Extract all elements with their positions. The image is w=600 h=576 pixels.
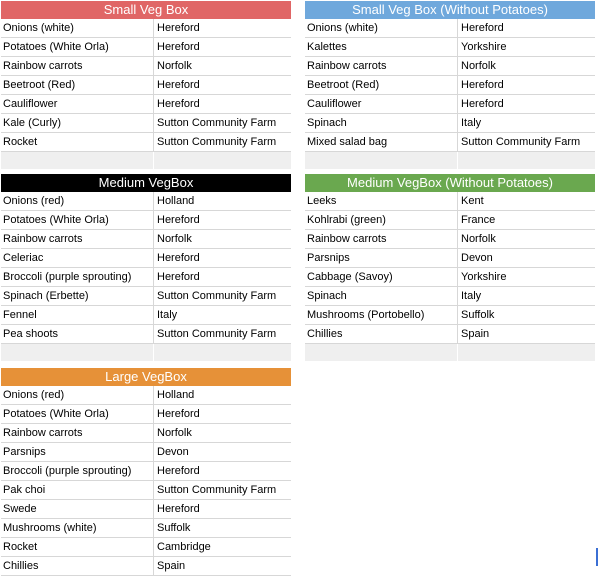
medium-vegbox-without-potatoes-rows	[305, 192, 595, 361]
table-row	[305, 306, 595, 325]
table-row	[305, 192, 595, 211]
table-row	[305, 57, 595, 76]
table-row	[305, 325, 595, 344]
vegetable-cell: Cauliflower	[1, 95, 154, 113]
table-row	[1, 95, 291, 114]
vegetable-cell: Potatoes (White Orla)	[1, 405, 154, 423]
origin-cell: Sutton Community Farm	[157, 117, 277, 129]
table-row	[305, 211, 595, 230]
vegetable-cell: Rainbow carrots	[305, 57, 458, 75]
origin-cell: Holland	[157, 389, 195, 401]
medium-vegbox-without-potatoes-table	[305, 174, 595, 361]
vegetable-cell: Parsnips	[305, 249, 458, 267]
vegetable-cell: Rainbow carrots	[1, 424, 154, 442]
vegetable-cell: Celeriac	[1, 249, 154, 267]
origin-cell: Hereford	[157, 79, 200, 91]
table-row	[1, 114, 291, 133]
table-row	[1, 249, 291, 268]
vegetable-cell: Onions (red)	[1, 386, 154, 404]
origin-cell: Devon	[461, 252, 493, 264]
table-row	[1, 192, 291, 211]
table-row	[1, 405, 291, 424]
empty-row	[1, 152, 291, 169]
origin-cell: Hereford	[157, 271, 200, 283]
vegetable-cell: Mushrooms (Portobello)	[305, 306, 458, 324]
empty-cell	[305, 344, 458, 361]
origin-cell: Hereford	[461, 22, 504, 34]
table-row	[305, 249, 595, 268]
vegetable-cell: Swede	[1, 500, 154, 518]
table-row	[1, 481, 291, 500]
origin-cell: Suffolk	[157, 522, 191, 534]
table-row	[1, 500, 291, 519]
vegetable-cell: Onions (white)	[1, 19, 154, 37]
vegetable-cell: Spinach (Erbette)	[1, 287, 154, 305]
small-veg-box-table	[1, 1, 291, 169]
origin-cell: Hereford	[157, 22, 200, 34]
table-row	[305, 287, 595, 306]
origin-cell: Hereford	[157, 41, 200, 53]
origin-cell: Holland	[157, 195, 195, 207]
vegetable-cell: Kale (Curly)	[1, 114, 154, 132]
table-row	[305, 19, 595, 38]
empty-cell	[305, 152, 458, 169]
table-row	[305, 268, 595, 287]
origin-cell: Kent	[461, 195, 484, 207]
origin-cell: Spain	[461, 328, 490, 340]
table-row	[1, 133, 291, 152]
table-row	[1, 306, 291, 325]
table-row	[1, 538, 291, 557]
table-row	[1, 230, 291, 249]
vegetable-cell: Kalettes	[305, 38, 458, 56]
table-row	[1, 38, 291, 57]
origin-cell: France	[461, 214, 496, 226]
origin-cell: Hereford	[157, 214, 200, 226]
vegetable-cell: Broccoli (purple sprouting)	[1, 462, 154, 480]
empty-row	[305, 152, 595, 169]
origin-cell: Hereford	[157, 252, 200, 264]
vegetable-cell: Kohlrabi (green)	[305, 211, 458, 229]
vegetable-cell: Spinach	[305, 287, 458, 305]
origin-cell: Norfolk	[157, 233, 192, 245]
origin-cell: Norfolk	[461, 233, 496, 245]
small-veg-box-without-potatoes-header: Small Veg Box (Without Potatoes)	[305, 1, 595, 19]
origin-cell: Norfolk	[157, 427, 192, 439]
medium-vegbox-table	[1, 174, 291, 361]
origin-cell: Hereford	[157, 98, 200, 110]
empty-cell	[1, 344, 154, 361]
empty-cell	[154, 344, 291, 361]
origin-cell: Devon	[157, 446, 189, 458]
origin-cell: Hereford	[157, 503, 200, 515]
vegetable-cell: Rocket	[1, 538, 154, 556]
vegetable-cell: Pea shoots	[1, 325, 154, 343]
empty-row	[305, 344, 595, 361]
small-veg-box-rows	[1, 19, 291, 169]
origin-cell: Italy	[461, 117, 482, 129]
vegetable-cell: Mushrooms (white)	[1, 519, 154, 537]
origin-cell: Norfolk	[461, 60, 496, 72]
origin-cell: Hereford	[157, 465, 200, 477]
empty-row	[1, 344, 291, 361]
table-row	[305, 133, 595, 152]
table-row	[1, 76, 291, 95]
vegetable-cell: Chillies	[1, 557, 154, 575]
table-row	[1, 519, 291, 538]
vegetable-cell: Potatoes (White Orla)	[1, 211, 154, 229]
origin-cell: Italy	[157, 309, 178, 321]
origin-cell: Yorkshire	[461, 271, 507, 283]
large-vegbox-rows	[1, 386, 291, 576]
scroll-marker	[596, 548, 598, 566]
origin-cell: Hereford	[157, 408, 200, 420]
origin-cell: Hereford	[461, 79, 504, 91]
table-row	[1, 57, 291, 76]
vegetable-cell: Mixed salad bag	[305, 133, 458, 151]
empty-cell	[458, 344, 595, 361]
vegetable-cell: Potatoes (White Orla)	[1, 38, 154, 56]
vegetable-cell: Beetroot (Red)	[1, 76, 154, 94]
origin-cell: Sutton Community Farm	[157, 484, 277, 496]
vegetable-cell: Onions (white)	[305, 19, 458, 37]
origin-cell: Italy	[461, 290, 482, 302]
vegetable-cell: Pak choi	[1, 481, 154, 499]
table-row	[1, 268, 291, 287]
vegetable-cell: Rainbow carrots	[1, 230, 154, 248]
origin-cell: Norfolk	[157, 60, 192, 72]
vegetable-cell: Cabbage (Savoy)	[305, 268, 458, 286]
origin-cell: Suffolk	[461, 309, 495, 321]
table-row	[1, 19, 291, 38]
table-row	[1, 287, 291, 306]
vegetable-cell: Rainbow carrots	[1, 57, 154, 75]
origin-cell: Spain	[157, 560, 186, 572]
table-row	[305, 76, 595, 95]
table-row	[1, 325, 291, 344]
large-vegbox-table	[1, 368, 291, 576]
origin-cell: Sutton Community Farm	[157, 290, 277, 302]
empty-cell	[154, 152, 291, 169]
table-row	[1, 386, 291, 405]
vegetable-cell: Spinach	[305, 114, 458, 132]
medium-vegbox-header: Medium VegBox	[1, 174, 291, 192]
table-row	[305, 230, 595, 249]
table-row	[1, 443, 291, 462]
vegetable-cell: Fennel	[1, 306, 154, 324]
origin-cell: Sutton Community Farm	[157, 328, 277, 340]
vegetable-cell: Beetroot (Red)	[305, 76, 458, 94]
vegetable-cell: Rainbow carrots	[305, 230, 458, 248]
vegetable-cell: Rocket	[1, 133, 154, 151]
empty-cell	[1, 152, 154, 169]
vegetable-cell: Onions (red)	[1, 192, 154, 210]
origin-cell: Sutton Community Farm	[461, 136, 581, 148]
table-row	[1, 557, 291, 576]
large-vegbox-header: Large VegBox	[1, 368, 291, 386]
origin-cell: Cambridge	[157, 541, 211, 553]
medium-vegbox-without-potatoes-header: Medium VegBox (Without Potatoes)	[305, 174, 595, 192]
medium-vegbox-rows	[1, 192, 291, 361]
empty-cell	[458, 152, 595, 169]
table-row	[1, 462, 291, 481]
table-row	[305, 114, 595, 133]
origin-cell: Hereford	[461, 98, 504, 110]
table-row	[305, 38, 595, 57]
small-veg-box-without-potatoes-table	[305, 1, 595, 169]
table-row	[305, 95, 595, 114]
vegetable-cell: Cauliflower	[305, 95, 458, 113]
small-veg-box-without-potatoes-rows	[305, 19, 595, 169]
table-row	[1, 211, 291, 230]
vegetable-cell: Leeks	[305, 192, 458, 210]
small-veg-box-header: Small Veg Box	[1, 1, 291, 19]
origin-cell: Yorkshire	[461, 41, 507, 53]
vegetable-cell: Broccoli (purple sprouting)	[1, 268, 154, 286]
vegetable-cell: Chillies	[305, 325, 458, 343]
table-row	[1, 424, 291, 443]
vegetable-cell: Parsnips	[1, 443, 154, 461]
origin-cell: Sutton Community Farm	[157, 136, 277, 148]
